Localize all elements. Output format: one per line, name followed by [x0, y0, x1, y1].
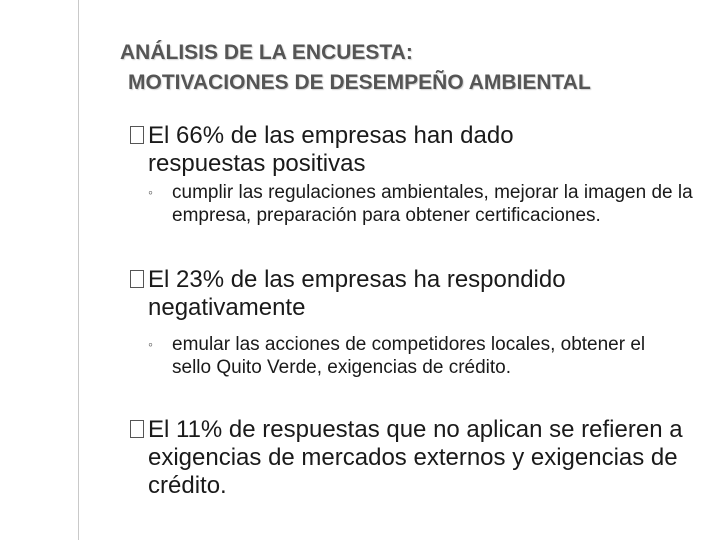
- left-border-rule: [0, 0, 79, 540]
- sub-bullet-circle-icon: ◦: [148, 336, 153, 352]
- title-line-2: MOTIVACIONES DE DESEMPEÑO AMBIENTAL: [128, 71, 591, 94]
- sub-bullet-text-1: cumplir las regulaciones ambientales, mejorar la imagen de la empresa, preparación para obtener certificaciones.: [172, 182, 693, 226]
- bullet-text-2: El 23% de las empresas ha respondido negativamente: [148, 266, 566, 321]
- bullet-item-1: [148, 122, 568, 178]
- bullet-item-2: [148, 266, 638, 322]
- bullet-item-3: [148, 416, 703, 500]
- slide-title: [118, 38, 708, 98]
- title-line-1: ANÁLISIS DE LA ENCUESTA:: [120, 41, 413, 64]
- sub-bullet-text-2: emular las acciones de competidores locales, obtener el sello Quito Verde, exigencias de crédito.: [172, 334, 646, 378]
- bullet-text-3: El 11% de respuestas que no aplican se refieren a exigencias de mercados externos y exigencias de crédito.: [148, 416, 683, 499]
- missing-glyph-bullet-icon: [130, 270, 144, 288]
- missing-glyph-bullet-icon: [130, 126, 144, 144]
- bullet-text-1: El 66% de las empresas han dado respuestas positivas: [148, 122, 514, 177]
- sub-bullet-circle-icon: ◦: [148, 184, 153, 200]
- missing-glyph-bullet-icon: [130, 420, 144, 438]
- sub-bullet-item-2: [148, 333, 672, 379]
- sub-bullet-item-1: [148, 181, 702, 227]
